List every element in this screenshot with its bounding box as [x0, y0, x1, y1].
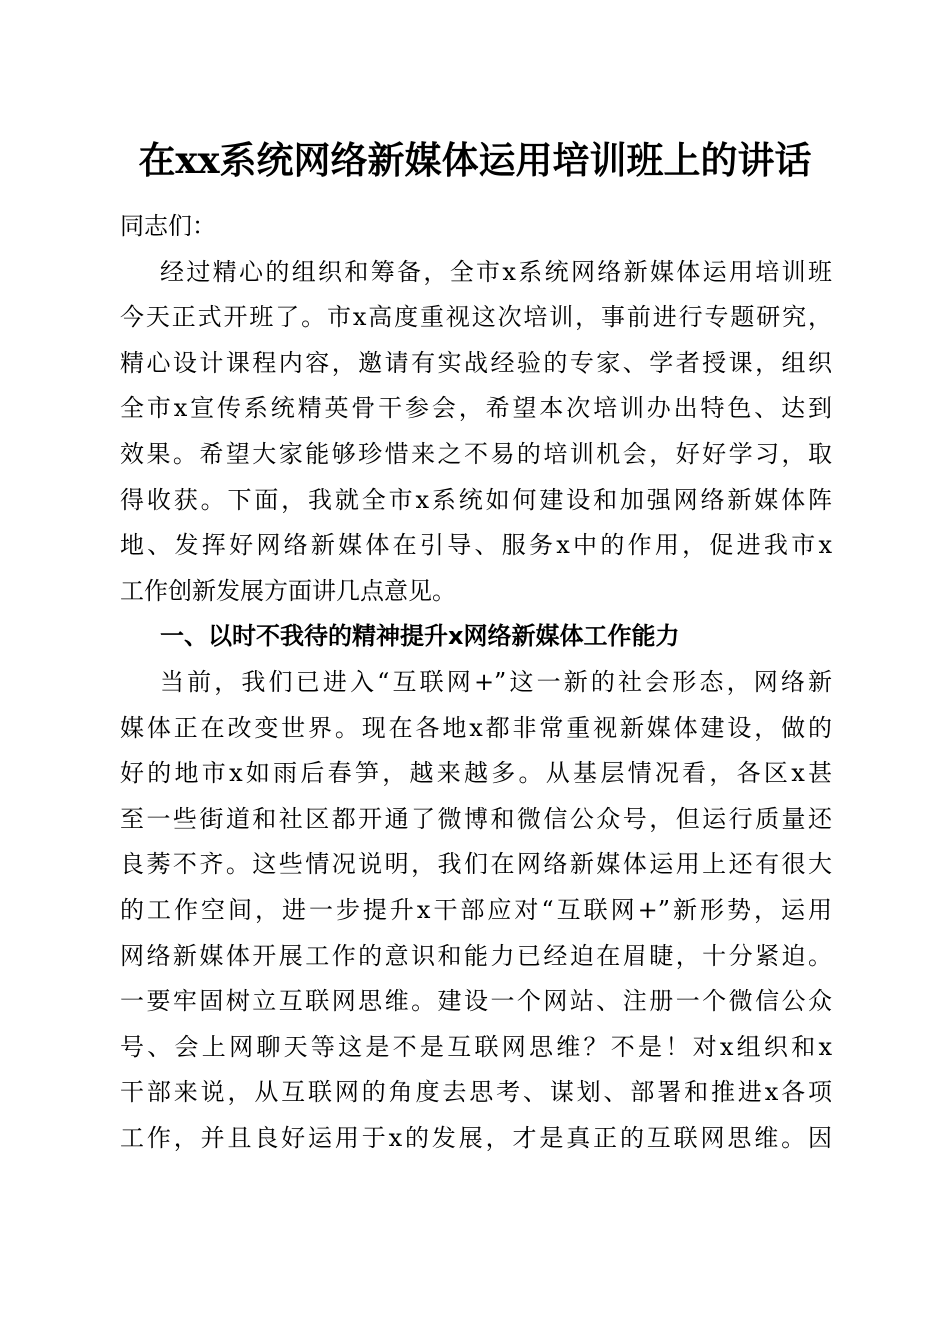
- paragraph-line: 媒体正在改变世界。现在各地x都非常重视新媒体建设，做的: [120, 713, 832, 742]
- paragraph-line: 精心设计课程内容，邀请有实战经验的专家、学者授课，组织: [120, 348, 832, 377]
- paragraph-line: 网络新媒体开展工作的意识和能力已经迫在眉睫，十分紧迫。: [120, 941, 832, 970]
- paragraph-line: 好的地市x如雨后春笋，越来越多。从基层情况看，各区x甚: [120, 759, 832, 788]
- paragraph-line: 的工作空间，进一步提升x干部应对“互联网+”新形势，运用: [120, 895, 832, 924]
- paragraph-line: 今天正式开班了。市x高度重视这次培训，事前进行专题研究，: [120, 303, 832, 332]
- paragraph-line: 效果。希望大家能够珍惜来之不易的培训机会，好好学习，取: [120, 439, 832, 468]
- paragraph-line: 工作创新发展方面讲几点意见。: [120, 576, 456, 605]
- document-body: [120, 204, 832, 1161]
- paragraph-line: 全市x宣传系统精英骨干参会，希望本次培训办出特色、达到: [120, 394, 832, 423]
- paragraph-line: 得收获。下面，我就全市x系统如何建设和加强网络新媒体阵: [120, 485, 832, 514]
- document-title: 在xx系统网络新媒体运用培训班上的讲话: [138, 138, 812, 182]
- paragraph-line: 工作，并且良好运用于x的发展，才是真正的互联网思维。因: [120, 1123, 832, 1152]
- paragraph-line: 良莠不齐。这些情况说明，我们在网络新媒体运用上还有很大: [120, 850, 832, 879]
- paragraph-line: 经过精心的组织和筹备，全市x系统网络新媒体运用培训班: [160, 257, 832, 286]
- paragraph-line: 至一些街道和社区都开通了微博和微信公众号，但运行质量还: [120, 804, 832, 833]
- section-heading: 一、以时不我待的精神提升x网络新媒体工作能力: [160, 622, 680, 651]
- paragraph-line: 一要牢固树立互联网思维。建设一个网站、注册一个微信公众: [120, 987, 832, 1016]
- salutation: 同志们：: [120, 212, 216, 240]
- paragraph-line: 号、会上网聊天等这是不是互联网思维？不是！对x组织和x: [120, 1032, 832, 1061]
- paragraph-line: 当前，我们已进入“互联网+”这一新的社会形态，网络新: [160, 667, 832, 696]
- paragraph-line: 干部来说，从互联网的角度去思考、谋划、部署和推进x各项: [120, 1078, 832, 1107]
- paragraph-line: 地、发挥好网络新媒体在引导、服务x中的作用，促进我市x: [120, 531, 832, 560]
